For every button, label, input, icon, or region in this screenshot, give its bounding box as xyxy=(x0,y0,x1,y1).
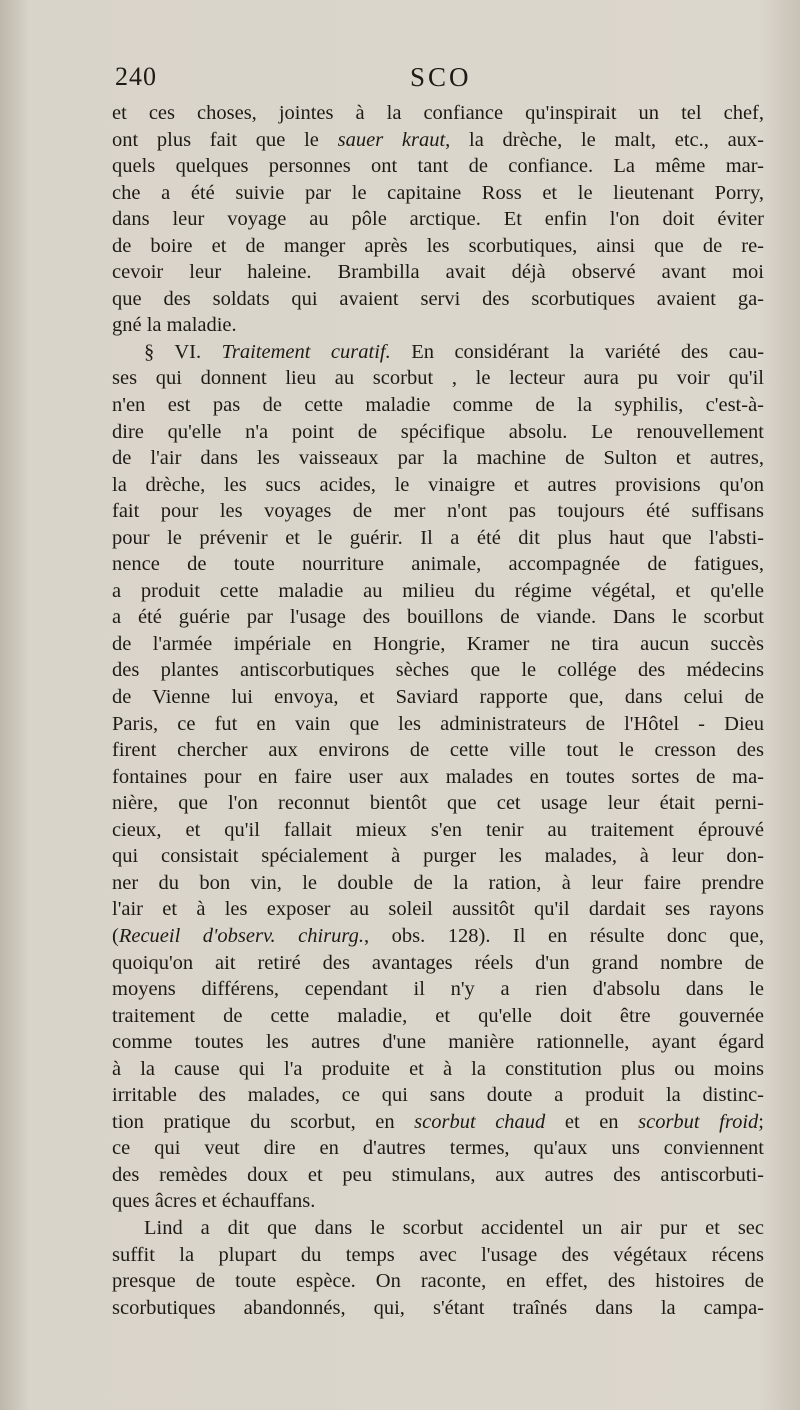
text-run: et en xyxy=(545,1110,639,1133)
text-line: a été guérie par l'usage des bouillons de viande. Dans le scorbut xyxy=(112,606,764,629)
text-line: Lind a dit que dans le scorbut accidentel un air pur et sec xyxy=(144,1216,764,1239)
text-line: gné la maladie. xyxy=(112,314,237,337)
text-line: quoiqu'on ait retiré des avantages réels d'un grand nombre de xyxy=(112,951,764,974)
body-text xyxy=(112,100,764,1321)
text-line: l'air et à les exposer au soleil aussitôt qu'il dardait ses rayons xyxy=(112,898,764,921)
text-line: moyens différens, cependant il n'y a rien d'absolu dans le xyxy=(112,978,764,1001)
text-line: quels quelques personnes ont tant de confiance. La même mar- xyxy=(112,155,764,178)
text-line: cevoir leur haleine. Brambilla avait déjà observé avant moi xyxy=(112,261,764,284)
text-run: En considérant la variété des cau- xyxy=(411,340,764,363)
text-line: irritable des malades, ce qui sans doute a produit la distinc- xyxy=(112,1084,764,1107)
text-line: ses qui donnent lieu au scorbut , le lecteur aura pu voir qu'il xyxy=(112,367,764,390)
text-line: firent chercher aux environs de cette ville tout le cresson des xyxy=(112,739,764,762)
text-line: à la cause qui l'a produite et à la constitution plus ou moins xyxy=(112,1057,764,1080)
running-title: SCO xyxy=(410,62,472,92)
term-scorbut-chaud: scorbut chaud xyxy=(414,1110,546,1133)
text-line: n'en est pas de cette maladie comme de la syphilis, c'est-à- xyxy=(112,394,764,417)
text-line: et ces choses, jointes à la confiance qu'inspirait un tel chef, xyxy=(112,102,764,124)
text-line: qui consistait spécialement à purger les malades, à leur don- xyxy=(112,845,764,868)
text-line: que des soldats qui avaient servi des scorbutiques avaient ga- xyxy=(112,287,764,310)
citation: Recueil d'observ. chirurg. xyxy=(118,924,365,947)
text-line: de l'armée impériale en Hongrie, Kramer ne tira aucun succès xyxy=(112,632,764,655)
text-line: a produit cette maladie au milieu du régime végétal, et qu'elle xyxy=(112,579,764,602)
text-run: ; xyxy=(758,1110,764,1133)
text-line: nière, que l'on reconnut bientôt que cet usage leur était perni- xyxy=(112,792,764,815)
text-line: ques âcres et échauffans. xyxy=(112,1190,316,1213)
text-line: dans leur voyage au pôle arctique. Et enfin l'on doit éviter xyxy=(112,208,764,231)
text-run: tion pratique du scorbut, en xyxy=(112,1110,415,1133)
text-line xyxy=(112,127,764,154)
text-line: dire qu'elle n'a point de spécifique absolu. Le renouvellement xyxy=(112,420,764,443)
text-line: de boire et de manger après les scorbutiques, ainsi que de re- xyxy=(112,234,764,257)
reference-line xyxy=(112,923,764,950)
text-line: de l'air dans les vaisseaux par la machine de Sulton et autres, xyxy=(112,447,764,470)
text-run: ont plus fait que le sauer kraut, la drèche, le malt, etc., aux- xyxy=(112,128,764,151)
text-line: des remèdes doux et peu stimulans, aux autres des antiscorbuti- xyxy=(112,1163,764,1186)
text-line: scorbutiques abandonnés, qui, s'étant traînés dans la campa- xyxy=(112,1296,764,1319)
section-heading-line xyxy=(112,339,764,366)
term-scorbut-froid: scorbut froid xyxy=(638,1110,759,1133)
text-line: cieux, et qu'il fallait mieux s'en tenir au traitement éprouvé xyxy=(112,818,764,841)
text-line: nence de toute nourriture animale, accompagnée de fatigues, xyxy=(112,553,764,576)
running-head xyxy=(115,62,760,102)
text-line: traitement de cette maladie, et qu'elle doit être gouvernée xyxy=(112,1004,764,1027)
text-line: comme toutes les autres d'une manière rationnelle, ayant égard xyxy=(112,1031,764,1054)
text-line: des plantes antiscorbutiques sèches que le collége des médecins xyxy=(112,659,764,682)
text-line: fontaines pour en faire user aux malades en toutes sortes de ma- xyxy=(112,765,764,788)
text-line: de Vienne lui envoya, et Saviard rapporte que, dans celui de xyxy=(112,686,764,709)
text-line: che a été suivie par le capitaine Ross et le lieutenant Porry, xyxy=(112,181,764,204)
text-run: ( xyxy=(112,924,119,947)
term-sauer-kraut: sauer kraut xyxy=(337,128,446,151)
text-run: , obs. 128). Il en résulte donc que, xyxy=(364,924,764,947)
section-mark: § VI. xyxy=(144,340,202,363)
section-title: Traitement curatif. xyxy=(221,340,391,363)
text-line: suffit la plupart du temps avec l'usage des végétaux récens xyxy=(112,1243,764,1266)
text-line: ner du bon vin, le double de la ration, à leur faire prendre xyxy=(112,871,764,894)
text-line: ce qui veut dire en d'autres termes, qu'aux uns conviennent xyxy=(112,1137,764,1160)
page-number: 240 xyxy=(115,62,157,91)
text-line: la drèche, les sucs acides, le vinaigre et autres provisions qu'on xyxy=(112,473,764,496)
text-line: Paris, ce fut en vain que les administrateurs de l'Hôtel - Dieu xyxy=(112,712,764,735)
text-line: fait pour les voyages de mer n'ont pas toujours été suffisans xyxy=(112,500,764,523)
text-line: presque de toute espèce. On raconte, en effet, des histoires de xyxy=(112,1270,764,1293)
text-line: pour le prévenir et le guérir. Il a été dit plus haut que l'absti- xyxy=(112,526,764,549)
distinction-line xyxy=(112,1109,764,1136)
